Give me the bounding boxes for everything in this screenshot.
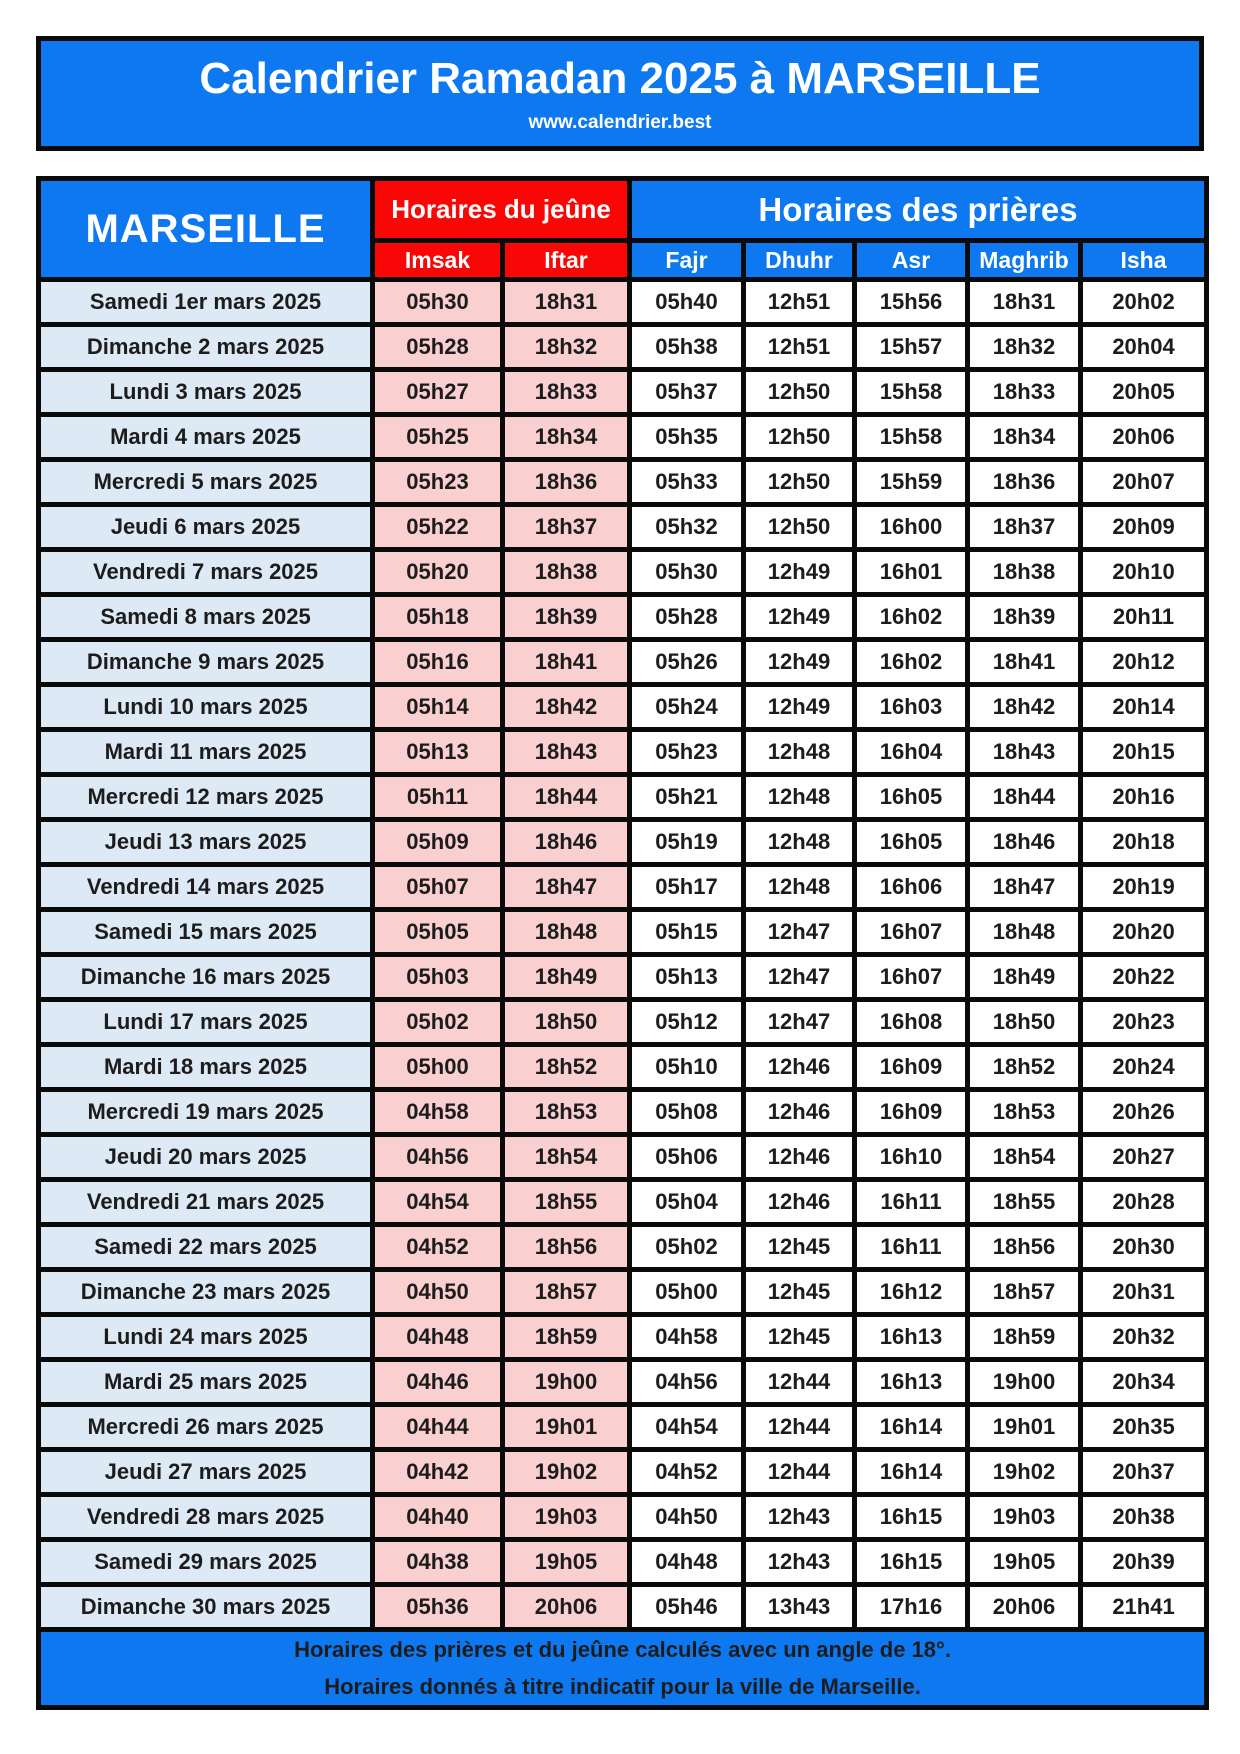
table-row (39, 1225, 1207, 1270)
table-row (39, 775, 1207, 820)
isha-cell: 20h38 (1081, 1495, 1207, 1540)
date-cell: Mardi 4 mars 2025 (39, 415, 373, 460)
table-row (39, 640, 1207, 685)
asr-cell: 15h57 (855, 325, 968, 370)
fajr-cell: 05h08 (630, 1090, 744, 1135)
date-cell: Vendredi 21 mars 2025 (39, 1180, 373, 1225)
table-row (39, 1135, 1207, 1180)
table-body (39, 280, 1207, 1630)
maghrib-cell: 18h39 (968, 595, 1081, 640)
isha-cell: 20h34 (1081, 1360, 1207, 1405)
maghrib-cell: 18h41 (968, 640, 1081, 685)
asr-cell: 16h05 (855, 820, 968, 865)
date-cell: Jeudi 6 mars 2025 (39, 505, 373, 550)
maghrib-cell: 18h50 (968, 1000, 1081, 1045)
table-row (39, 1180, 1207, 1225)
table-row (39, 1315, 1207, 1360)
imsak-cell: 05h02 (373, 1000, 503, 1045)
fajr-cell: 05h00 (630, 1270, 744, 1315)
table-row (39, 1495, 1207, 1540)
imsak-cell: 05h22 (373, 505, 503, 550)
date-cell: Dimanche 23 mars 2025 (39, 1270, 373, 1315)
maghrib-cell: 18h52 (968, 1045, 1081, 1090)
dhuhr-cell: 12h49 (744, 595, 855, 640)
imsak-cell: 04h54 (373, 1180, 503, 1225)
dhuhr-cell: 12h47 (744, 910, 855, 955)
dhuhr-cell: 12h49 (744, 550, 855, 595)
fasting-group-header: Horaires du jeûne (373, 179, 630, 241)
column-header-maghrib: Maghrib (968, 241, 1081, 280)
iftar-cell: 18h57 (503, 1270, 630, 1315)
asr-cell: 16h06 (855, 865, 968, 910)
asr-cell: 16h15 (855, 1540, 968, 1585)
maghrib-cell: 18h53 (968, 1090, 1081, 1135)
maghrib-cell: 19h05 (968, 1540, 1081, 1585)
iftar-cell: 20h06 (503, 1585, 630, 1630)
isha-cell: 20h06 (1081, 415, 1207, 460)
imsak-cell: 05h11 (373, 775, 503, 820)
dhuhr-cell: 12h50 (744, 460, 855, 505)
dhuhr-cell: 12h45 (744, 1225, 855, 1270)
asr-cell: 16h07 (855, 910, 968, 955)
asr-cell: 16h13 (855, 1315, 968, 1360)
isha-cell: 20h28 (1081, 1180, 1207, 1225)
asr-cell: 16h02 (855, 595, 968, 640)
dhuhr-cell: 12h47 (744, 1000, 855, 1045)
fajr-cell: 05h28 (630, 595, 744, 640)
asr-cell: 16h03 (855, 685, 968, 730)
fajr-cell: 05h38 (630, 325, 744, 370)
isha-cell: 20h07 (1081, 460, 1207, 505)
date-cell: Dimanche 2 mars 2025 (39, 325, 373, 370)
iftar-cell: 18h53 (503, 1090, 630, 1135)
iftar-cell: 18h46 (503, 820, 630, 865)
asr-cell: 16h02 (855, 640, 968, 685)
footer-line-angle: Horaires des prières et du jeûne calculés avec un angle de 18°. (294, 1637, 951, 1663)
table-row (39, 1405, 1207, 1450)
column-header-fajr: Fajr (630, 241, 744, 280)
asr-cell: 16h01 (855, 550, 968, 595)
date-cell: Jeudi 27 mars 2025 (39, 1450, 373, 1495)
imsak-cell: 05h28 (373, 325, 503, 370)
maghrib-cell: 19h00 (968, 1360, 1081, 1405)
imsak-cell: 05h09 (373, 820, 503, 865)
iftar-cell: 19h01 (503, 1405, 630, 1450)
asr-cell: 15h59 (855, 460, 968, 505)
iftar-cell: 18h59 (503, 1315, 630, 1360)
dhuhr-cell: 12h44 (744, 1360, 855, 1405)
fajr-cell: 04h56 (630, 1360, 744, 1405)
date-cell: Samedi 15 mars 2025 (39, 910, 373, 955)
dhuhr-cell: 12h50 (744, 415, 855, 460)
date-cell: Lundi 24 mars 2025 (39, 1315, 373, 1360)
date-cell: Dimanche 16 mars 2025 (39, 955, 373, 1000)
asr-cell: 16h07 (855, 955, 968, 1000)
imsak-cell: 05h13 (373, 730, 503, 775)
table-row (39, 505, 1207, 550)
date-cell: Lundi 10 mars 2025 (39, 685, 373, 730)
date-cell: Samedi 22 mars 2025 (39, 1225, 373, 1270)
maghrib-cell: 18h42 (968, 685, 1081, 730)
iftar-cell: 18h48 (503, 910, 630, 955)
iftar-cell: 18h37 (503, 505, 630, 550)
table-row (39, 1540, 1207, 1585)
fajr-cell: 04h54 (630, 1405, 744, 1450)
maghrib-cell: 19h01 (968, 1405, 1081, 1450)
iftar-cell: 19h05 (503, 1540, 630, 1585)
imsak-cell: 04h48 (373, 1315, 503, 1360)
fajr-cell: 05h32 (630, 505, 744, 550)
dhuhr-cell: 12h48 (744, 730, 855, 775)
fajr-cell: 05h02 (630, 1225, 744, 1270)
date-cell: Mercredi 12 mars 2025 (39, 775, 373, 820)
asr-cell: 16h12 (855, 1270, 968, 1315)
fajr-cell: 05h17 (630, 865, 744, 910)
imsak-cell: 04h38 (373, 1540, 503, 1585)
isha-cell: 20h20 (1081, 910, 1207, 955)
imsak-cell: 04h52 (373, 1225, 503, 1270)
iftar-cell: 19h02 (503, 1450, 630, 1495)
asr-cell: 16h09 (855, 1090, 968, 1135)
table-row (39, 1270, 1207, 1315)
imsak-cell: 05h20 (373, 550, 503, 595)
iftar-cell: 18h31 (503, 280, 630, 325)
iftar-cell: 18h38 (503, 550, 630, 595)
iftar-cell: 18h34 (503, 415, 630, 460)
dhuhr-cell: 12h44 (744, 1405, 855, 1450)
date-cell: Dimanche 30 mars 2025 (39, 1585, 373, 1630)
table-row (39, 685, 1207, 730)
isha-cell: 20h37 (1081, 1450, 1207, 1495)
prayers-group-header: Horaires des prières (630, 179, 1207, 241)
imsak-cell: 04h58 (373, 1090, 503, 1135)
city-header: MARSEILLE (39, 179, 373, 280)
dhuhr-cell: 12h43 (744, 1540, 855, 1585)
date-cell: Samedi 8 mars 2025 (39, 595, 373, 640)
imsak-cell: 04h50 (373, 1270, 503, 1315)
iftar-cell: 18h43 (503, 730, 630, 775)
iftar-cell: 18h44 (503, 775, 630, 820)
isha-cell: 20h23 (1081, 1000, 1207, 1045)
maghrib-cell: 18h34 (968, 415, 1081, 460)
fajr-cell: 05h46 (630, 1585, 744, 1630)
asr-cell: 17h16 (855, 1585, 968, 1630)
maghrib-cell: 18h38 (968, 550, 1081, 595)
isha-cell: 20h04 (1081, 325, 1207, 370)
isha-cell: 20h16 (1081, 775, 1207, 820)
iftar-cell: 18h55 (503, 1180, 630, 1225)
table-row (39, 460, 1207, 505)
asr-cell: 16h05 (855, 775, 968, 820)
fajr-cell: 05h13 (630, 955, 744, 1000)
maghrib-cell: 18h54 (968, 1135, 1081, 1180)
asr-cell: 16h09 (855, 1045, 968, 1090)
iftar-cell: 18h41 (503, 640, 630, 685)
isha-cell: 20h11 (1081, 595, 1207, 640)
fajr-cell: 05h15 (630, 910, 744, 955)
date-cell: Mardi 25 mars 2025 (39, 1360, 373, 1405)
date-cell: Vendredi 28 mars 2025 (39, 1495, 373, 1540)
page-title: Calendrier Ramadan 2025 à MARSEILLE (199, 54, 1041, 103)
fajr-cell: 05h10 (630, 1045, 744, 1090)
fajr-cell: 04h58 (630, 1315, 744, 1360)
maghrib-cell: 18h44 (968, 775, 1081, 820)
maghrib-cell: 18h55 (968, 1180, 1081, 1225)
iftar-cell: 19h00 (503, 1360, 630, 1405)
asr-cell: 16h04 (855, 730, 968, 775)
table-row (39, 370, 1207, 415)
column-header-dhuhr: Dhuhr (744, 241, 855, 280)
iftar-cell: 18h36 (503, 460, 630, 505)
isha-cell: 20h05 (1081, 370, 1207, 415)
table-row (39, 415, 1207, 460)
iftar-cell: 18h54 (503, 1135, 630, 1180)
date-cell: Mardi 11 mars 2025 (39, 730, 373, 775)
table-row (39, 1585, 1207, 1630)
dhuhr-cell: 12h48 (744, 820, 855, 865)
table-row (39, 280, 1207, 325)
column-header-iftar: Iftar (503, 241, 630, 280)
asr-cell: 15h56 (855, 280, 968, 325)
maghrib-cell: 20h06 (968, 1585, 1081, 1630)
dhuhr-cell: 12h48 (744, 775, 855, 820)
imsak-cell: 04h46 (373, 1360, 503, 1405)
date-cell: Mardi 18 mars 2025 (39, 1045, 373, 1090)
isha-cell: 20h15 (1081, 730, 1207, 775)
maghrib-cell: 18h46 (968, 820, 1081, 865)
imsak-cell: 05h16 (373, 640, 503, 685)
asr-cell: 16h14 (855, 1405, 968, 1450)
dhuhr-cell: 12h49 (744, 685, 855, 730)
date-cell: Mercredi 19 mars 2025 (39, 1090, 373, 1135)
isha-cell: 20h26 (1081, 1090, 1207, 1135)
dhuhr-cell: 12h46 (744, 1180, 855, 1225)
title-banner (36, 36, 1204, 151)
dhuhr-cell: 12h50 (744, 370, 855, 415)
isha-cell: 20h19 (1081, 865, 1207, 910)
maghrib-cell: 18h36 (968, 460, 1081, 505)
table-row (39, 1450, 1207, 1495)
maghrib-cell: 19h02 (968, 1450, 1081, 1495)
date-cell: Samedi 29 mars 2025 (39, 1540, 373, 1585)
table-row (39, 1045, 1207, 1090)
isha-cell: 20h12 (1081, 640, 1207, 685)
table-row (39, 865, 1207, 910)
asr-cell: 16h13 (855, 1360, 968, 1405)
maghrib-cell: 18h49 (968, 955, 1081, 1000)
imsak-cell: 04h40 (373, 1495, 503, 1540)
table-row (39, 910, 1207, 955)
isha-cell: 20h32 (1081, 1315, 1207, 1360)
imsak-cell: 05h25 (373, 415, 503, 460)
maghrib-cell: 18h33 (968, 370, 1081, 415)
table-row (39, 325, 1207, 370)
footer-note (39, 1630, 1207, 1708)
table-row (39, 1000, 1207, 1045)
date-cell: Lundi 17 mars 2025 (39, 1000, 373, 1045)
dhuhr-cell: 12h45 (744, 1315, 855, 1360)
imsak-cell: 05h23 (373, 460, 503, 505)
fajr-cell: 04h52 (630, 1450, 744, 1495)
isha-cell: 20h31 (1081, 1270, 1207, 1315)
isha-cell: 20h10 (1081, 550, 1207, 595)
iftar-cell: 18h39 (503, 595, 630, 640)
dhuhr-cell: 12h51 (744, 325, 855, 370)
group-header-row (39, 179, 1207, 241)
fajr-cell: 04h50 (630, 1495, 744, 1540)
dhuhr-cell: 12h46 (744, 1135, 855, 1180)
date-cell: Samedi 1er mars 2025 (39, 280, 373, 325)
fajr-cell: 05h24 (630, 685, 744, 730)
asr-cell: 16h00 (855, 505, 968, 550)
asr-cell: 16h15 (855, 1495, 968, 1540)
isha-cell: 20h02 (1081, 280, 1207, 325)
asr-cell: 16h11 (855, 1225, 968, 1270)
asr-cell: 15h58 (855, 370, 968, 415)
table-footer (39, 1630, 1207, 1708)
maghrib-cell: 19h03 (968, 1495, 1081, 1540)
asr-cell: 16h14 (855, 1450, 968, 1495)
table-row (39, 550, 1207, 595)
asr-cell: 15h58 (855, 415, 968, 460)
iftar-cell: 18h42 (503, 685, 630, 730)
dhuhr-cell: 12h49 (744, 640, 855, 685)
date-cell: Mercredi 5 mars 2025 (39, 460, 373, 505)
imsak-cell: 05h03 (373, 955, 503, 1000)
asr-cell: 16h10 (855, 1135, 968, 1180)
iftar-cell: 18h50 (503, 1000, 630, 1045)
isha-cell: 20h30 (1081, 1225, 1207, 1270)
isha-cell: 20h22 (1081, 955, 1207, 1000)
column-header-isha: Isha (1081, 241, 1207, 280)
isha-cell: 20h24 (1081, 1045, 1207, 1090)
date-cell: Lundi 3 mars 2025 (39, 370, 373, 415)
fajr-cell: 05h12 (630, 1000, 744, 1045)
isha-cell: 20h18 (1081, 820, 1207, 865)
dhuhr-cell: 12h50 (744, 505, 855, 550)
date-cell: Dimanche 9 mars 2025 (39, 640, 373, 685)
table-row (39, 595, 1207, 640)
table-row (39, 820, 1207, 865)
imsak-cell: 05h14 (373, 685, 503, 730)
maghrib-cell: 18h32 (968, 325, 1081, 370)
iftar-cell: 19h03 (503, 1495, 630, 1540)
column-header-imsak: Imsak (373, 241, 503, 280)
maghrib-cell: 18h47 (968, 865, 1081, 910)
asr-cell: 16h11 (855, 1180, 968, 1225)
dhuhr-cell: 12h46 (744, 1045, 855, 1090)
imsak-cell: 05h30 (373, 280, 503, 325)
website-link[interactable]: www.calendrier.best (528, 112, 712, 134)
maghrib-cell: 18h57 (968, 1270, 1081, 1315)
date-cell: Jeudi 13 mars 2025 (39, 820, 373, 865)
isha-cell: 20h09 (1081, 505, 1207, 550)
imsak-cell: 05h27 (373, 370, 503, 415)
isha-cell: 20h27 (1081, 1135, 1207, 1180)
fajr-cell: 05h26 (630, 640, 744, 685)
fajr-cell: 05h23 (630, 730, 744, 775)
fajr-cell: 05h21 (630, 775, 744, 820)
table-row (39, 1360, 1207, 1405)
iftar-cell: 18h56 (503, 1225, 630, 1270)
column-header-asr: Asr (855, 241, 968, 280)
iftar-cell: 18h47 (503, 865, 630, 910)
fajr-cell: 04h48 (630, 1540, 744, 1585)
iftar-cell: 18h52 (503, 1045, 630, 1090)
fajr-cell: 05h04 (630, 1180, 744, 1225)
imsak-cell: 05h00 (373, 1045, 503, 1090)
table-row (39, 1090, 1207, 1135)
imsak-cell: 05h18 (373, 595, 503, 640)
date-cell: Vendredi 7 mars 2025 (39, 550, 373, 595)
table-row (39, 730, 1207, 775)
maghrib-cell: 18h59 (968, 1315, 1081, 1360)
imsak-cell: 04h44 (373, 1405, 503, 1450)
isha-cell: 20h14 (1081, 685, 1207, 730)
date-cell: Vendredi 14 mars 2025 (39, 865, 373, 910)
fajr-cell: 05h19 (630, 820, 744, 865)
fajr-cell: 05h33 (630, 460, 744, 505)
dhuhr-cell: 12h48 (744, 865, 855, 910)
date-cell: Mercredi 26 mars 2025 (39, 1405, 373, 1450)
fajr-cell: 05h06 (630, 1135, 744, 1180)
imsak-cell: 05h07 (373, 865, 503, 910)
dhuhr-cell: 12h43 (744, 1495, 855, 1540)
maghrib-cell: 18h48 (968, 910, 1081, 955)
imsak-cell: 05h05 (373, 910, 503, 955)
fajr-cell: 05h37 (630, 370, 744, 415)
table-row (39, 955, 1207, 1000)
footer-line-city: Horaires donnés à titre indicatif pour la ville de Marseille. (324, 1673, 921, 1699)
dhuhr-cell: 12h51 (744, 280, 855, 325)
dhuhr-cell: 12h47 (744, 955, 855, 1000)
table-header (39, 179, 1207, 280)
dhuhr-cell: 12h44 (744, 1450, 855, 1495)
fajr-cell: 05h30 (630, 550, 744, 595)
maghrib-cell: 18h37 (968, 505, 1081, 550)
dhuhr-cell: 12h45 (744, 1270, 855, 1315)
imsak-cell: 04h42 (373, 1450, 503, 1495)
isha-cell: 20h39 (1081, 1540, 1207, 1585)
maghrib-cell: 18h31 (968, 280, 1081, 325)
asr-cell: 16h08 (855, 1000, 968, 1045)
footer-row (39, 1630, 1207, 1708)
iftar-cell: 18h49 (503, 955, 630, 1000)
imsak-cell: 05h36 (373, 1585, 503, 1630)
maghrib-cell: 18h43 (968, 730, 1081, 775)
fajr-cell: 05h40 (630, 280, 744, 325)
imsak-cell: 04h56 (373, 1135, 503, 1180)
prayer-times-table (36, 176, 1209, 1710)
iftar-cell: 18h32 (503, 325, 630, 370)
maghrib-cell: 18h56 (968, 1225, 1081, 1270)
iftar-cell: 18h33 (503, 370, 630, 415)
isha-cell: 21h41 (1081, 1585, 1207, 1630)
dhuhr-cell: 13h43 (744, 1585, 855, 1630)
fajr-cell: 05h35 (630, 415, 744, 460)
dhuhr-cell: 12h46 (744, 1090, 855, 1135)
date-cell: Jeudi 20 mars 2025 (39, 1135, 373, 1180)
isha-cell: 20h35 (1081, 1405, 1207, 1450)
